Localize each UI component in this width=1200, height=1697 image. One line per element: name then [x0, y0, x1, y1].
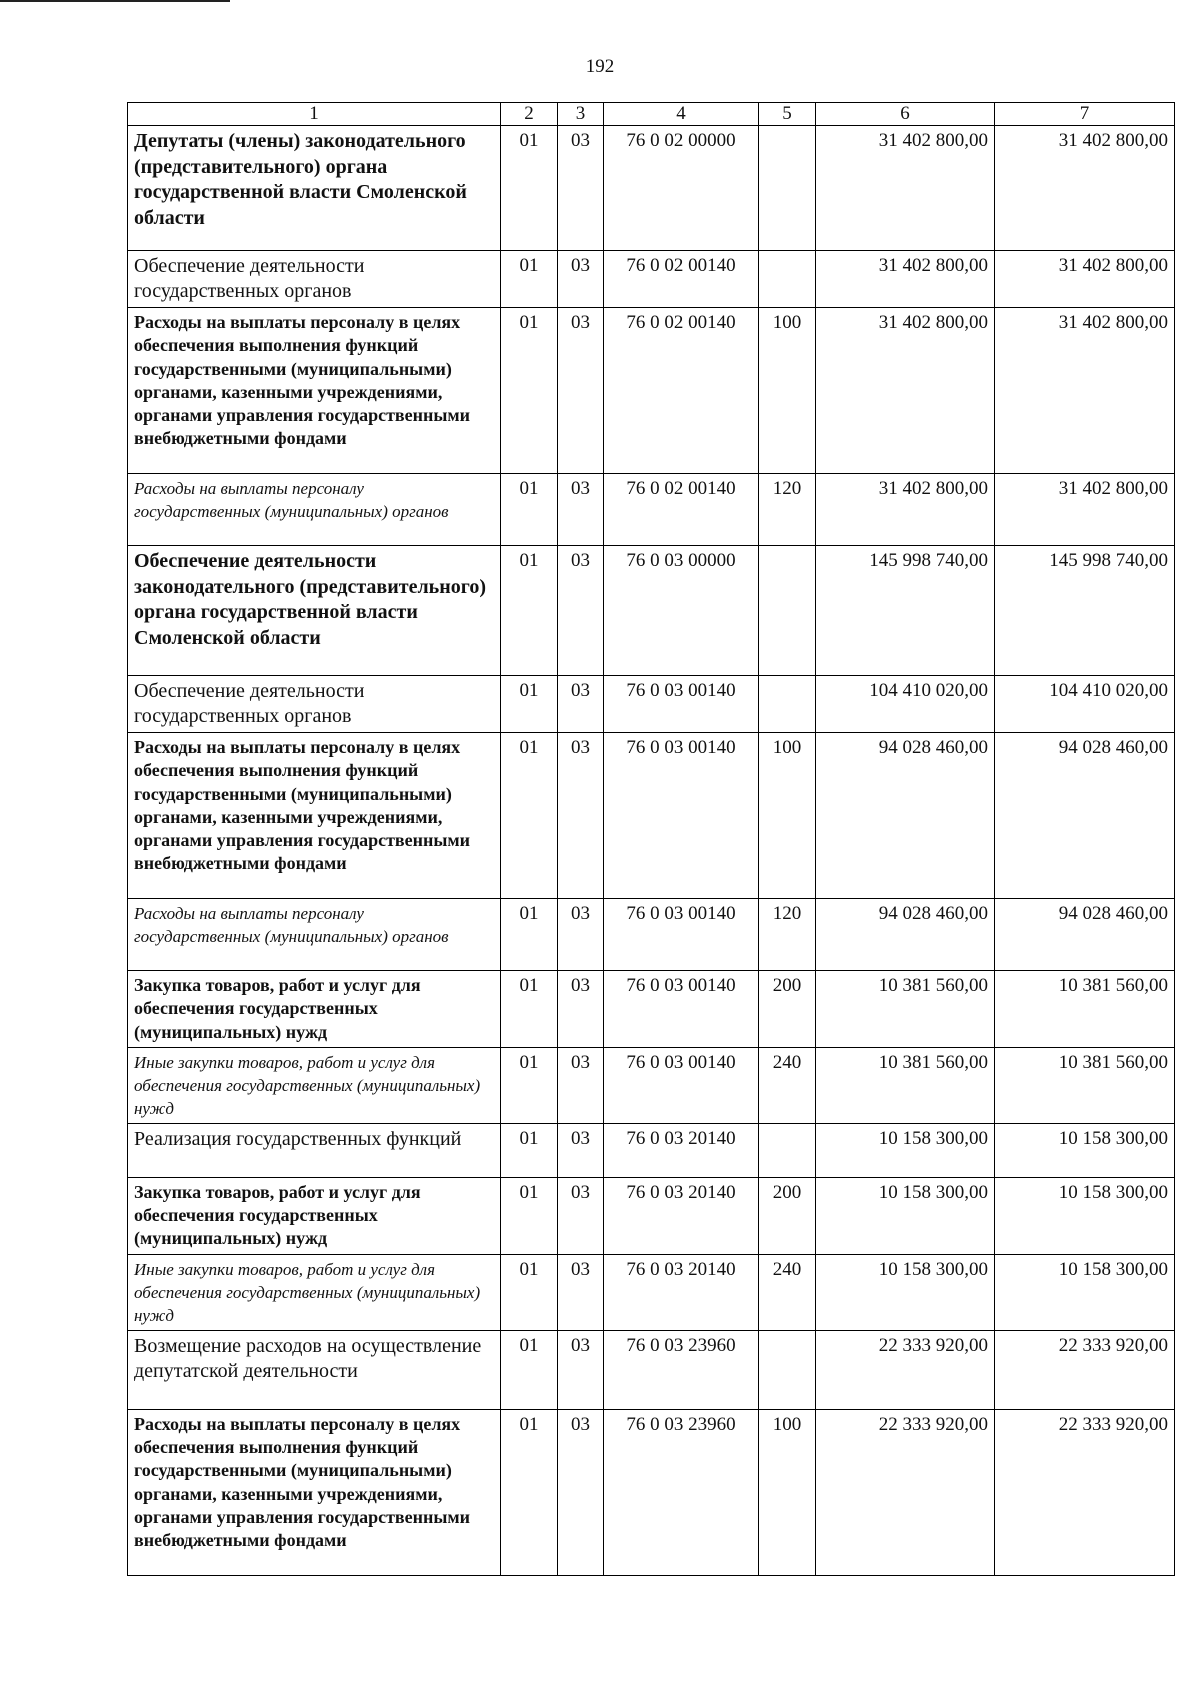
row-subsection: 03 — [558, 733, 604, 899]
row-expense-type: 100 — [759, 733, 816, 899]
row-section: 01 — [501, 126, 558, 251]
row-amount-7: 22 333 920,00 — [995, 1330, 1175, 1409]
row-expense-type: 100 — [759, 308, 816, 474]
table-row — [128, 1123, 1175, 1177]
row-amount-7: 145 998 740,00 — [995, 546, 1175, 676]
header-col-3: 3 — [558, 103, 604, 126]
row-section: 01 — [501, 1123, 558, 1177]
row-name: Расходы на выплаты персоналу в целях обеспечения выполнения функций государственными (муниципальными) органами, казенными учреждениями, органами управления государственными внебюджетными фондами — [128, 308, 501, 474]
table-row — [128, 251, 1175, 308]
row-name: Обеспечение деятельности государственных органов — [128, 251, 501, 308]
row-name: Закупка товаров, работ и услуг для обеспечения государственных (муниципальных) нужд — [128, 1177, 501, 1254]
row-expense-type — [759, 1123, 816, 1177]
row-name: Иные закупки товаров, работ и услуг для обеспечения государственных (муниципальных) нужд — [128, 1047, 501, 1123]
row-subsection: 03 — [558, 251, 604, 308]
row-section: 01 — [501, 1254, 558, 1330]
row-amount-7: 31 402 800,00 — [995, 308, 1175, 474]
row-target-code: 76 0 03 20140 — [604, 1254, 759, 1330]
table-row — [128, 1330, 1175, 1409]
row-amount-6: 10 158 300,00 — [816, 1254, 995, 1330]
row-section: 01 — [501, 1177, 558, 1254]
row-name: Возмещение расходов на осуществление депутатской деятельности — [128, 1330, 501, 1409]
row-target-code: 76 0 03 00140 — [604, 733, 759, 899]
row-subsection: 03 — [558, 1177, 604, 1254]
row-amount-7: 10 158 300,00 — [995, 1254, 1175, 1330]
row-name: Депутаты (члены) законодательного (представительного) органа государственной власти Смоленской области — [128, 126, 501, 251]
budget-table — [127, 102, 1175, 1576]
row-expense-type: 120 — [759, 474, 816, 546]
row-amount-7: 31 402 800,00 — [995, 126, 1175, 251]
row-amount-7: 10 158 300,00 — [995, 1177, 1175, 1254]
row-section: 01 — [501, 546, 558, 676]
row-amount-7: 94 028 460,00 — [995, 899, 1175, 971]
row-amount-7: 104 410 020,00 — [995, 676, 1175, 733]
row-name: Расходы на выплаты персоналу государственных (муниципальных) органов — [128, 474, 501, 546]
row-section: 01 — [501, 1409, 558, 1575]
row-expense-type — [759, 1330, 816, 1409]
row-expense-type — [759, 126, 816, 251]
table-row — [128, 126, 1175, 251]
row-expense-type: 100 — [759, 1409, 816, 1575]
row-target-code: 76 0 02 00140 — [604, 251, 759, 308]
header-col-7: 7 — [995, 103, 1175, 126]
row-amount-6: 10 158 300,00 — [816, 1123, 995, 1177]
row-amount-7: 22 333 920,00 — [995, 1409, 1175, 1575]
row-expense-type: 200 — [759, 971, 816, 1048]
header-col-1: 1 — [128, 103, 501, 126]
table-row — [128, 971, 1175, 1048]
row-target-code: 76 0 03 00140 — [604, 676, 759, 733]
row-amount-6: 10 381 560,00 — [816, 971, 995, 1048]
row-name: Обеспечение деятельности государственных органов — [128, 676, 501, 733]
row-section: 01 — [501, 474, 558, 546]
row-amount-7: 10 381 560,00 — [995, 1047, 1175, 1123]
header-row — [128, 103, 1175, 126]
row-subsection: 03 — [558, 1123, 604, 1177]
row-expense-type — [759, 676, 816, 733]
scan-edge-line — [0, 0, 230, 2]
row-expense-type: 120 — [759, 899, 816, 971]
row-subsection: 03 — [558, 676, 604, 733]
row-amount-6: 31 402 800,00 — [816, 251, 995, 308]
row-amount-6: 10 158 300,00 — [816, 1177, 995, 1254]
row-target-code: 76 0 03 00140 — [604, 899, 759, 971]
row-section: 01 — [501, 899, 558, 971]
row-section: 01 — [501, 1047, 558, 1123]
row-amount-7: 10 381 560,00 — [995, 971, 1175, 1048]
table-row — [128, 1047, 1175, 1123]
row-name: Закупка товаров, работ и услуг для обеспечения государственных (муниципальных) нужд — [128, 971, 501, 1048]
row-subsection: 03 — [558, 971, 604, 1048]
row-section: 01 — [501, 308, 558, 474]
row-target-code: 76 0 03 23960 — [604, 1330, 759, 1409]
row-section: 01 — [501, 733, 558, 899]
row-name: Расходы на выплаты персоналу государственных (муниципальных) органов — [128, 899, 501, 971]
row-target-code: 76 0 03 20140 — [604, 1123, 759, 1177]
row-target-code: 76 0 03 23960 — [604, 1409, 759, 1575]
row-target-code: 76 0 03 00140 — [604, 1047, 759, 1123]
row-amount-7: 31 402 800,00 — [995, 474, 1175, 546]
table-row — [128, 676, 1175, 733]
table-row — [128, 899, 1175, 971]
row-amount-7: 10 158 300,00 — [995, 1123, 1175, 1177]
row-name: Обеспечение деятельности законодательного (представительного) органа государственной власти Смоленской области — [128, 546, 501, 676]
table-row — [128, 1409, 1175, 1575]
row-name: Расходы на выплаты персоналу в целях обеспечения выполнения функций государственными (муниципальными) органами, казенными учреждениями, органами управления государственными внебюджетными фондами — [128, 1409, 501, 1575]
row-target-code: 76 0 03 00000 — [604, 546, 759, 676]
table-row — [128, 1177, 1175, 1254]
page-number: 192 — [585, 56, 615, 77]
row-amount-6: 145 998 740,00 — [816, 546, 995, 676]
table-row — [128, 546, 1175, 676]
header-col-6: 6 — [816, 103, 995, 126]
row-section: 01 — [501, 676, 558, 733]
row-subsection: 03 — [558, 1254, 604, 1330]
row-section: 01 — [501, 971, 558, 1048]
table-row — [128, 474, 1175, 546]
row-amount-6: 31 402 800,00 — [816, 474, 995, 546]
row-expense-type — [759, 251, 816, 308]
row-name: Реализация государственных функций — [128, 1123, 501, 1177]
row-subsection: 03 — [558, 546, 604, 676]
row-target-code: 76 0 03 00140 — [604, 971, 759, 1048]
row-amount-6: 94 028 460,00 — [816, 899, 995, 971]
row-subsection: 03 — [558, 474, 604, 546]
row-target-code: 76 0 02 00140 — [604, 474, 759, 546]
row-amount-6: 22 333 920,00 — [816, 1409, 995, 1575]
row-target-code: 76 0 02 00000 — [604, 126, 759, 251]
row-expense-type: 200 — [759, 1177, 816, 1254]
row-section: 01 — [501, 1330, 558, 1409]
row-target-code: 76 0 02 00140 — [604, 308, 759, 474]
row-target-code: 76 0 03 20140 — [604, 1177, 759, 1254]
row-expense-type: 240 — [759, 1047, 816, 1123]
row-subsection: 03 — [558, 126, 604, 251]
row-amount-7: 94 028 460,00 — [995, 733, 1175, 899]
row-amount-6: 31 402 800,00 — [816, 126, 995, 251]
table-row — [128, 308, 1175, 474]
row-amount-6: 104 410 020,00 — [816, 676, 995, 733]
table-row — [128, 733, 1175, 899]
row-section: 01 — [501, 251, 558, 308]
row-subsection: 03 — [558, 1047, 604, 1123]
row-expense-type — [759, 546, 816, 676]
row-amount-6: 94 028 460,00 — [816, 733, 995, 899]
row-name: Иные закупки товаров, работ и услуг для обеспечения государственных (муниципальных) нужд — [128, 1254, 501, 1330]
header-col-5: 5 — [759, 103, 816, 126]
row-amount-6: 31 402 800,00 — [816, 308, 995, 474]
row-expense-type: 240 — [759, 1254, 816, 1330]
row-name: Расходы на выплаты персоналу в целях обеспечения выполнения функций государственными (муниципальными) органами, казенными учреждениями, органами управления государственными внебюджетными фондами — [128, 733, 501, 899]
row-amount-6: 22 333 920,00 — [816, 1330, 995, 1409]
row-subsection: 03 — [558, 899, 604, 971]
row-amount-7: 31 402 800,00 — [995, 251, 1175, 308]
table-row — [128, 1254, 1175, 1330]
row-amount-6: 10 381 560,00 — [816, 1047, 995, 1123]
row-subsection: 03 — [558, 308, 604, 474]
row-subsection: 03 — [558, 1409, 604, 1575]
row-subsection: 03 — [558, 1330, 604, 1409]
header-col-4: 4 — [604, 103, 759, 126]
header-col-2: 2 — [501, 103, 558, 126]
